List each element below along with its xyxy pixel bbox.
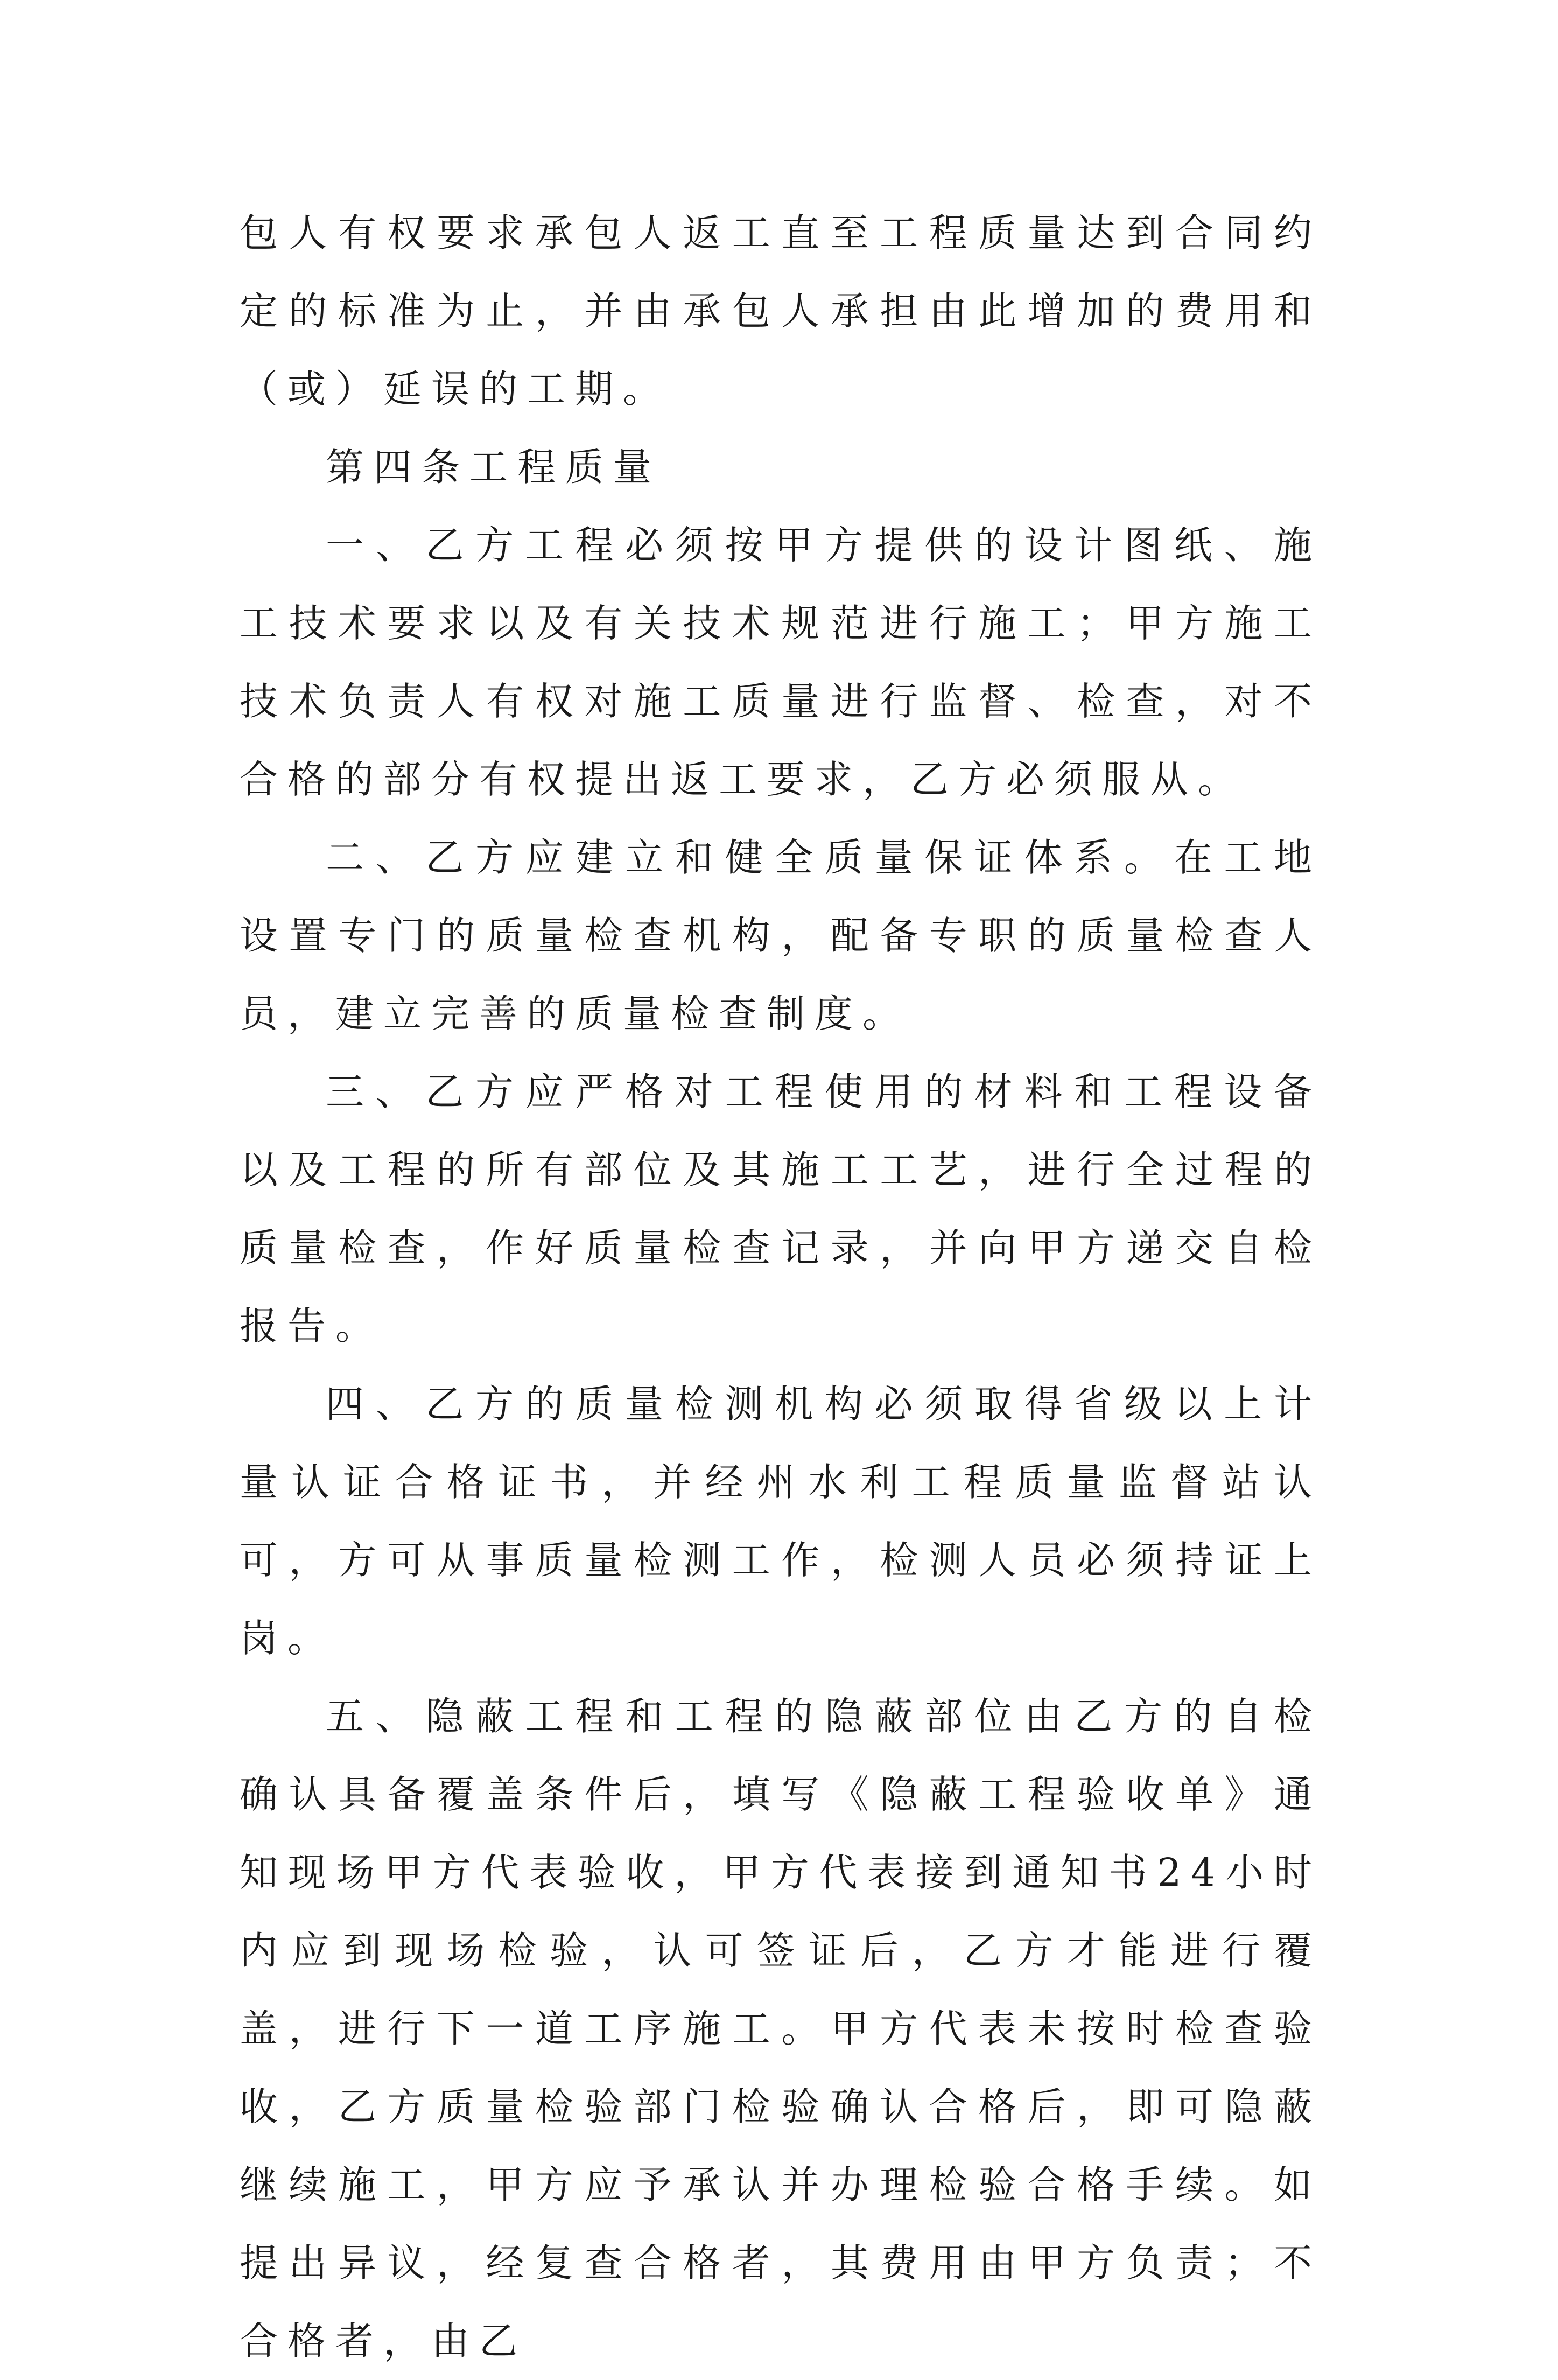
section-heading: 第四条工程质量 (326, 445, 662, 489)
clause-3: 三、乙方应严格对工程使用的材料和工程设备以及工程的所有部位及其施工工艺，进行全过程的质量检查，作好质量检查记录，并向甲方递交自检报告。 (240, 1069, 1322, 1348)
clause-5: 五、隐蔽工程和工程的隐蔽部位由乙方的自检确认具备覆盖条件后，填写《隐蔽工程验收单》通知现场甲方代表验收，甲方代表接到通知书24小时内应到现场检验，认可签证后，乙方才能进行覆盖，进行下一道工序施工。甲方代表未按时检查验收，乙方质量检验部门检验确认合格后，即可隐蔽继续施工，甲方应予承认并办理检验合格手续。如提出异议，经复查合格者，其费用由甲方负责；不合格者，由乙 (240, 1694, 1322, 2363)
clause-1: 一、乙方工程必须按甲方提供的设计图纸、施工技术要求以及有关技术规范进行施工；甲方施工技术负责人有权对施工质量进行监督、检查，对不合格的部分有权提出返工要求，乙方必须服从。 (240, 523, 1322, 802)
clause-4: 四、乙方的质量检测机构必须取得省级以上计量认证合格证书，并经州水利工程质量监督站认可，方可从事质量检测工作，检测人员必须持证上岗。 (240, 1382, 1322, 1661)
paragraph-continuation: 包人有权要求承包人返工直至工程质量达到合同约定的标准为止，并由承包人承担由此增加的费用和（或）延误的工期。 (240, 211, 1322, 411)
clause-2: 二、乙方应建立和健全质量保证体系。在工地设置专门的质量检查机构，配备专职的质量检查人员，建立完善的质量检查制度。 (240, 835, 1322, 1036)
document-body (240, 194, 1322, 2380)
